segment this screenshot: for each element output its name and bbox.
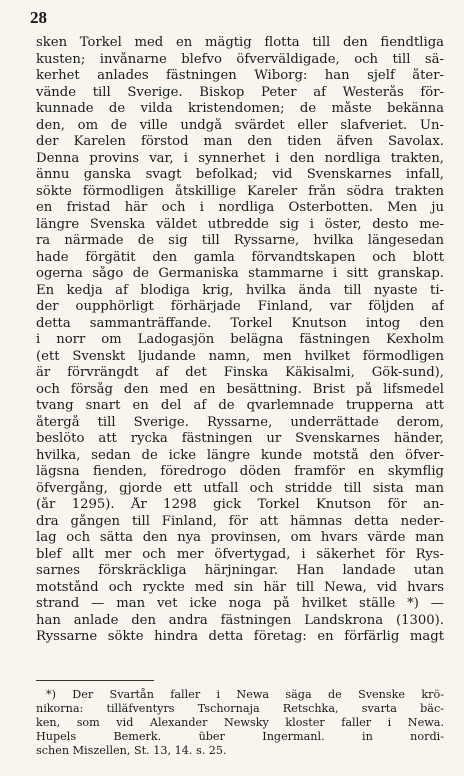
text-line: är förvrängdt af det Finska Käkisalmi, Gök-sund),	[36, 365, 444, 380]
text-line: återgå till Sverige. Ryssarne, underrättade derom,	[36, 414, 444, 430]
text-line: i norr om Ladogasjön belägna fästningen Kexholm	[36, 332, 444, 347]
text-line: lag och sätta den nya provinsen, om hvars värde man	[36, 530, 444, 545]
text-line: Denna provins var, i synnerhet i den nordliga trakten,	[36, 150, 444, 166]
footnote-line: schen Miszellen, St. 13, 14. s. 25.	[36, 744, 227, 757]
text-line: En kedja af blodiga krig, hvilka ända till nyaste ti-	[36, 282, 444, 298]
text-line: (ett Svenskt ljudande namn, men hvilket förmodligen	[36, 348, 444, 364]
text-line: ra närmade de sig till Ryssarne, hvilka längesedan	[36, 233, 444, 248]
text-line: kusten; invånarne blefvo öfverväldigade, och till sä-	[36, 51, 444, 67]
text-line: längre Svenska väldet utbredde sig i öster, desto me-	[36, 216, 444, 232]
footnote-line: *) Der Svartån faller i Newa säga de Svenske krö-	[46, 688, 444, 701]
text-line: hade förgätit den gamla förvandtskapen och blott	[36, 249, 444, 265]
text-line: en fristad här och i nordliga Österbotten. Men ju	[36, 200, 444, 215]
text-line: Ryssarne sökte hindra detta företag: en förfärlig magt	[36, 629, 444, 644]
text-line: ogerna sågo de Germaniska stammarne i sitt granskap.	[36, 266, 444, 281]
text-line: detta sammanträffande. Torkel Knutson intog den	[36, 315, 444, 331]
text-line: och försåg den med en besättning. Brist på lifsmedel	[36, 381, 444, 397]
footnote-divider	[36, 680, 154, 681]
text-line: den, om de ville undgå svärdet eller slafveriet. Un-	[36, 117, 444, 133]
text-line: der oupphörligt förhärjade Finland, var följden af	[36, 299, 444, 314]
text-line: tvang snart en del af de qvarlemnade trupperna att	[36, 398, 444, 413]
text-line: hvilka, sedan de icke längre kunde motstå den öfver-	[36, 447, 444, 463]
text-line: kunnade de vilda kristendomen; de måste bekänna	[36, 101, 444, 116]
text-line: öfvergång, gjorde ett utfall och stridde till sista man	[36, 480, 444, 496]
body-text	[36, 35, 444, 646]
text-line: sarnes förskräckliga härjningar. Han landade utan	[36, 563, 444, 578]
text-line: lägsna fienden, föredrogo döden framför en skymflig	[36, 464, 444, 479]
text-line: sken Torkel med en mägtig flotta till den fiendtliga	[36, 35, 444, 50]
text-line: der Karelen förstod man den tiden äfven Savolax.	[36, 134, 444, 149]
text-line: sökte förmodligen åtskillige Kareler från södra trakten	[36, 183, 444, 199]
text-line: strand — man vet icke noga på hvilket ställe *) —	[36, 596, 444, 611]
footnote-line: Hupels Bemerk. über Ingermanl. in nordi-	[36, 730, 444, 743]
footnote-line: ken, som vid Alexander Newsky kloster faller i Newa.	[36, 716, 444, 729]
text-line: dra gången till Finland, för att hämnas detta neder-	[36, 513, 444, 529]
text-line: kerhet anlades fästningen Wiborg: han sjelf åter-	[36, 68, 444, 83]
text-line: beslöto att rycka fästningen ur Svenskarnes händer,	[36, 431, 444, 446]
footnote-line: nikorna: tilläfventyrs Tschornaja Retschka, svarta bäc-	[36, 702, 444, 715]
text-line: vände till Sverige. Biskop Peter af Westerås för-	[36, 84, 444, 100]
text-line: motstånd och ryckte med sin här till Newa, vid hvars	[36, 579, 444, 595]
page-number: 28	[30, 8, 47, 27]
text-line: (år 1295). År 1298 gick Torkel Knutson för an-	[36, 497, 444, 512]
text-line: blef allt mer och mer öfvertygad, i säkerhet för Rys-	[36, 546, 444, 562]
text-line: ännu ganska svagt befolkad; vid Svenskarnes infall,	[36, 167, 444, 182]
footnote	[36, 688, 444, 758]
text-line: han anlade den andra fästningen Landskrona (1300).	[36, 612, 444, 628]
